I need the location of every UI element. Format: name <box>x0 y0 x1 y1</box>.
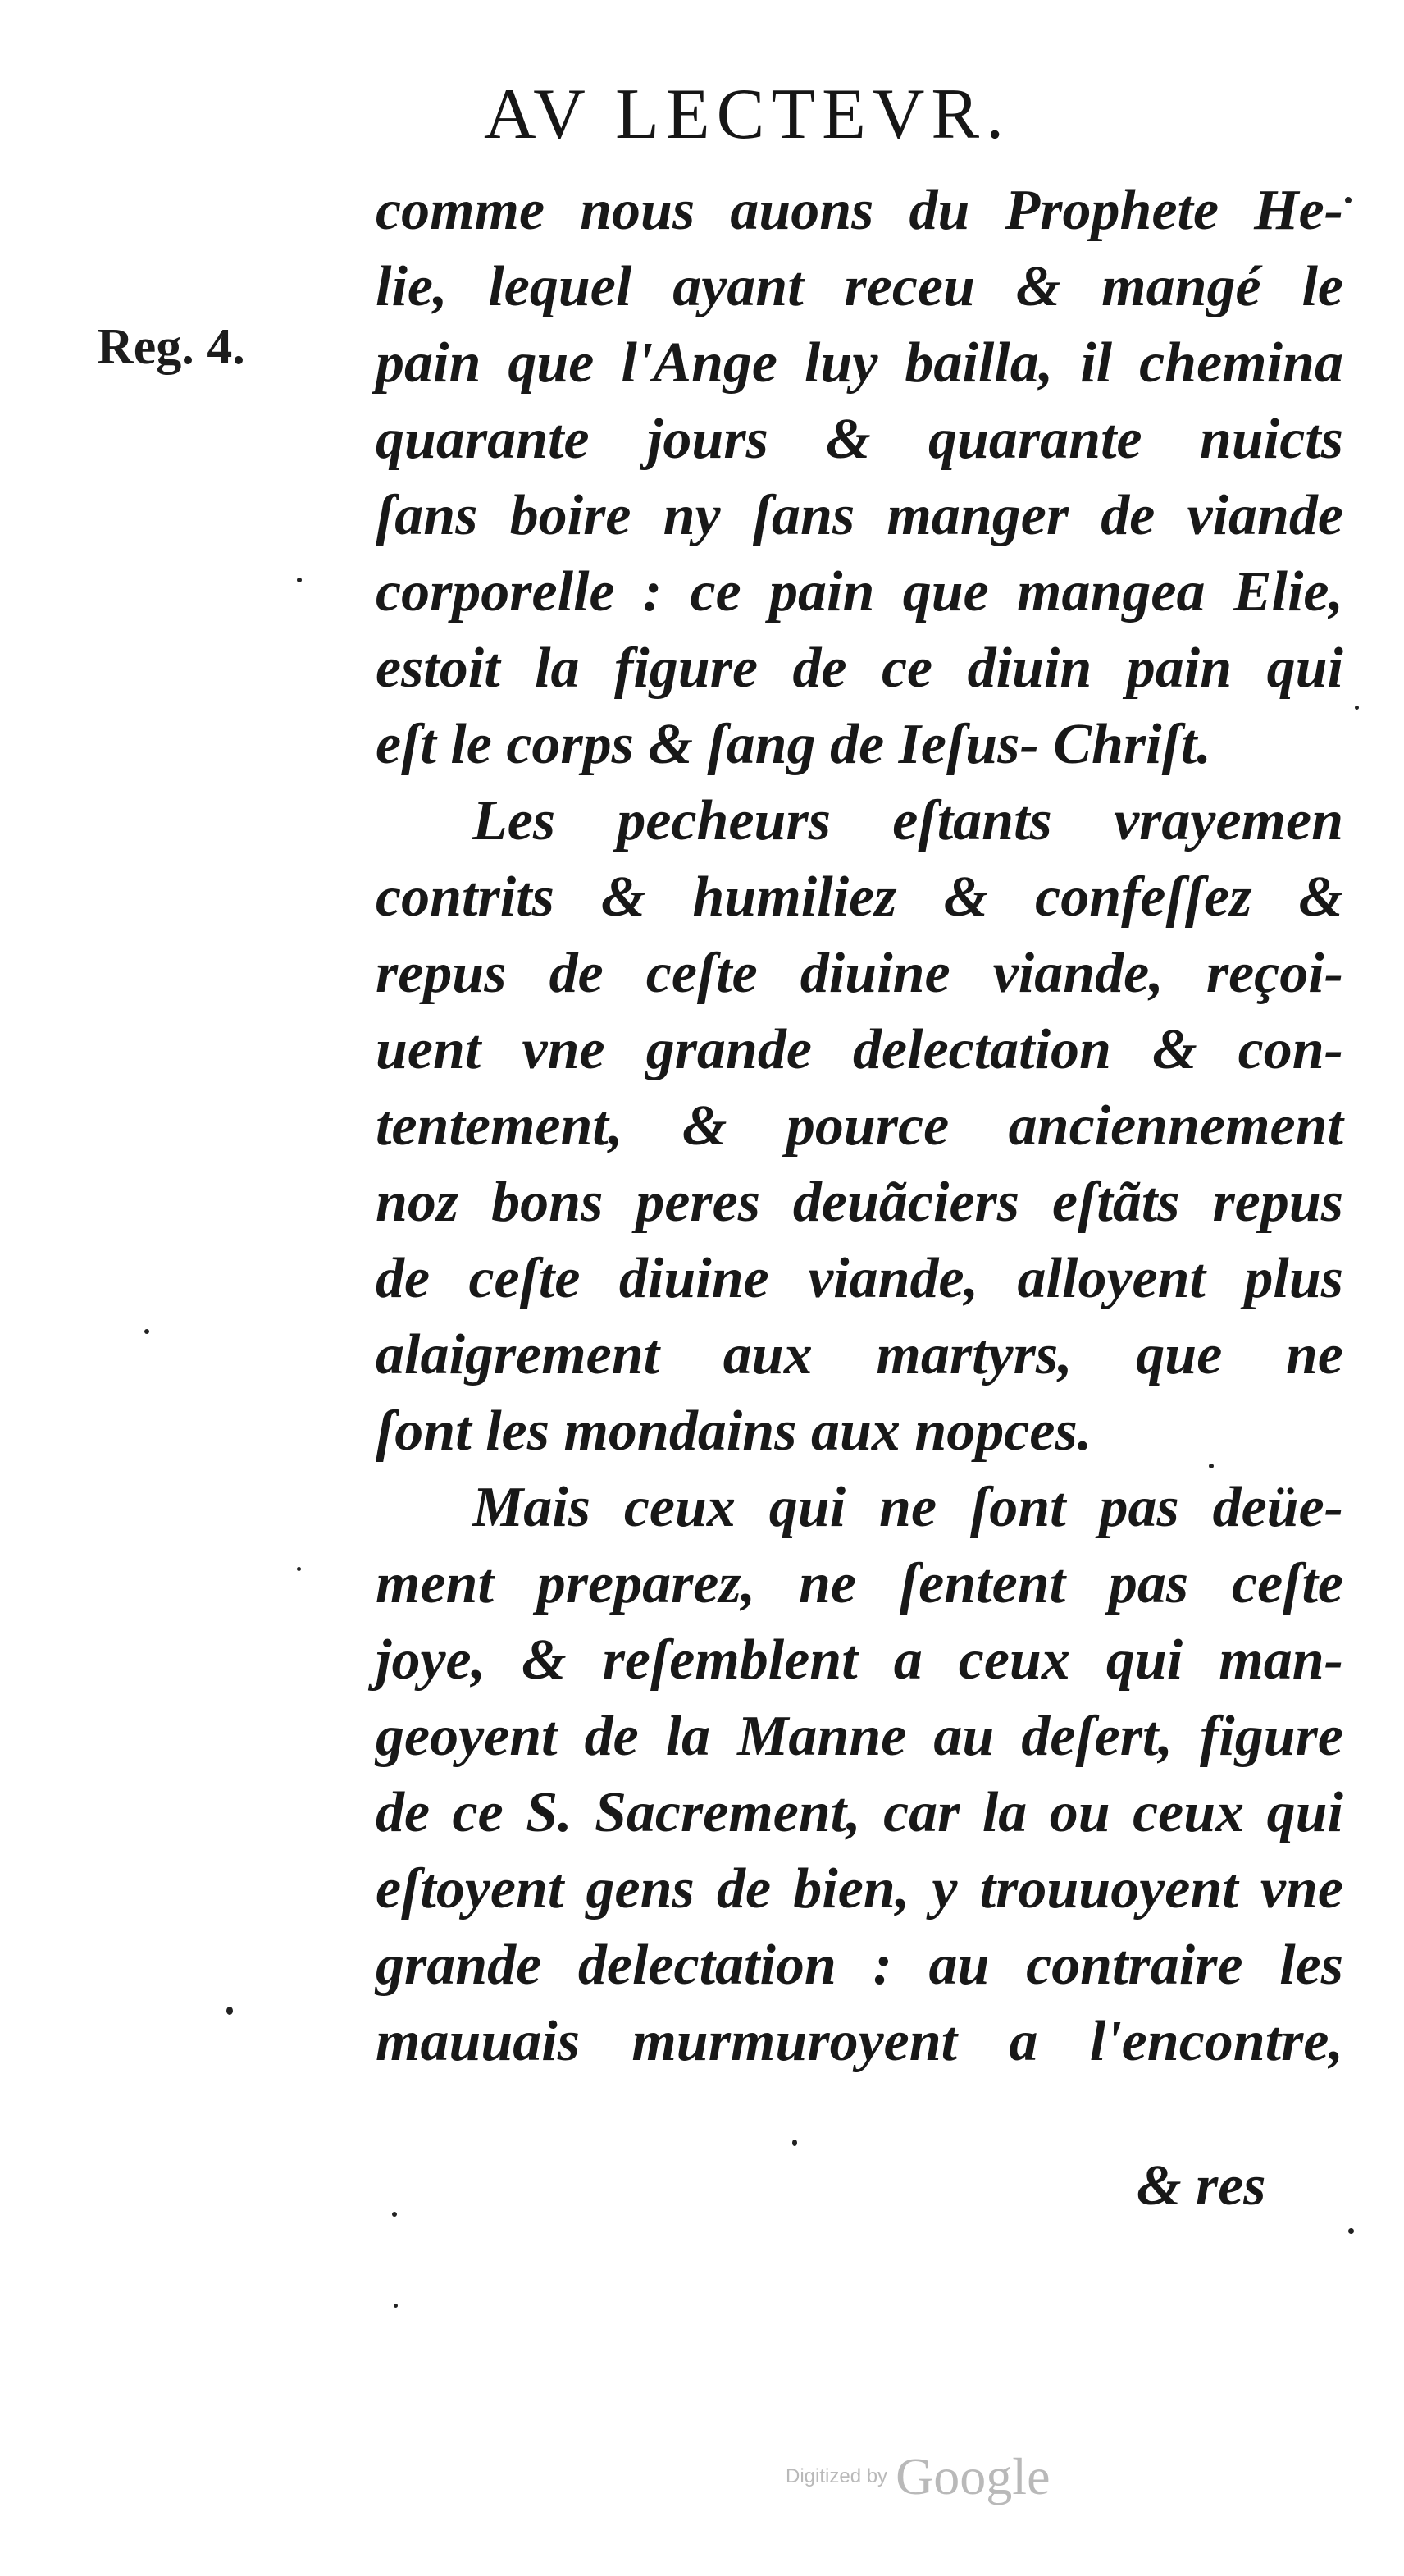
text-line: eſt le corps & ſang de Ieſus- Chriſt. <box>376 713 1211 776</box>
margin-reference-note: Reg. 4. <box>97 319 245 375</box>
scan-speck <box>1348 2228 1354 2234</box>
text-line: lie, lequel ayant receu & mangé le <box>376 255 1343 318</box>
text-line: estoit la figure de ce diuin pain qui <box>376 637 1343 700</box>
text-line: ment preparez, ne ſentent pas ceſte <box>376 1552 1343 1615</box>
text-line: grande delectation : au contraire les <box>376 1934 1343 1997</box>
text-line: tentement, & pource anciennement <box>376 1094 1343 1158</box>
text-line: pain que l'Ange luy bailla, il chemina <box>376 331 1343 395</box>
text-line: eſtoyent gens de bien, y trouuoyent vne <box>376 1857 1343 1921</box>
scan-speck <box>394 2304 398 2308</box>
text-line: geoyent de la Manne au deſert, figure <box>376 1705 1343 1768</box>
watermark-prefix: Digitized by <box>786 2465 888 2487</box>
scan-speck <box>1209 1464 1214 1468</box>
text-line: alaigrement aux martyrs, que ne <box>376 1323 1343 1386</box>
text-line: noz bons peres deuãciers eſtãts repus <box>376 1171 1343 1234</box>
scan-speck <box>392 2212 397 2217</box>
running-title: AV LECTEVR. <box>484 75 1011 154</box>
text-line: Mais ceux qui ne ſont pas deüe- <box>472 1476 1343 1539</box>
text-line: ſont les mondains aux nopces. <box>376 1400 1092 1463</box>
scan-speck <box>792 2140 797 2146</box>
text-line: contrits & humiliez & confeſſez & <box>376 866 1343 929</box>
body-text <box>376 172 1343 2080</box>
scan-speck <box>226 2007 233 2015</box>
text-line: mauuais murmuroyent a l'encontre, <box>376 2010 1343 2073</box>
scan-speck <box>297 578 302 582</box>
text-line: joye, & reſemblent a ceux qui man- <box>376 1628 1343 1692</box>
text-line: Les pecheurs eſtants vrayemen <box>472 789 1343 852</box>
text-line: quarante jours & quarante nuicts <box>376 408 1343 471</box>
text-line: de ce S. Sacrement, car la ou ceux qui <box>376 1781 1343 1844</box>
text-line: de ceſte diuine viande, alloyent plus <box>376 1247 1343 1310</box>
text-line: corporelle : ce pain que mangea Elie, <box>376 560 1343 623</box>
watermark-brand: Google <box>896 2447 1051 2505</box>
scan-speck <box>144 1329 149 1334</box>
text-line: ſans boire ny ſans manger de viande <box>376 484 1343 547</box>
digitization-watermark <box>786 2446 1050 2507</box>
text-line: uent vne grande delectation & con- <box>376 1018 1343 1081</box>
scan-speck <box>297 1567 301 1571</box>
text-line: repus de ceſte diuine viande, reçoi- <box>376 942 1343 1005</box>
text-line: comme nous auons du Prophete He- <box>376 179 1343 242</box>
catchword: & res <box>1137 2154 1266 2217</box>
scan-speck <box>1355 706 1359 710</box>
scan-speck <box>1345 197 1352 203</box>
